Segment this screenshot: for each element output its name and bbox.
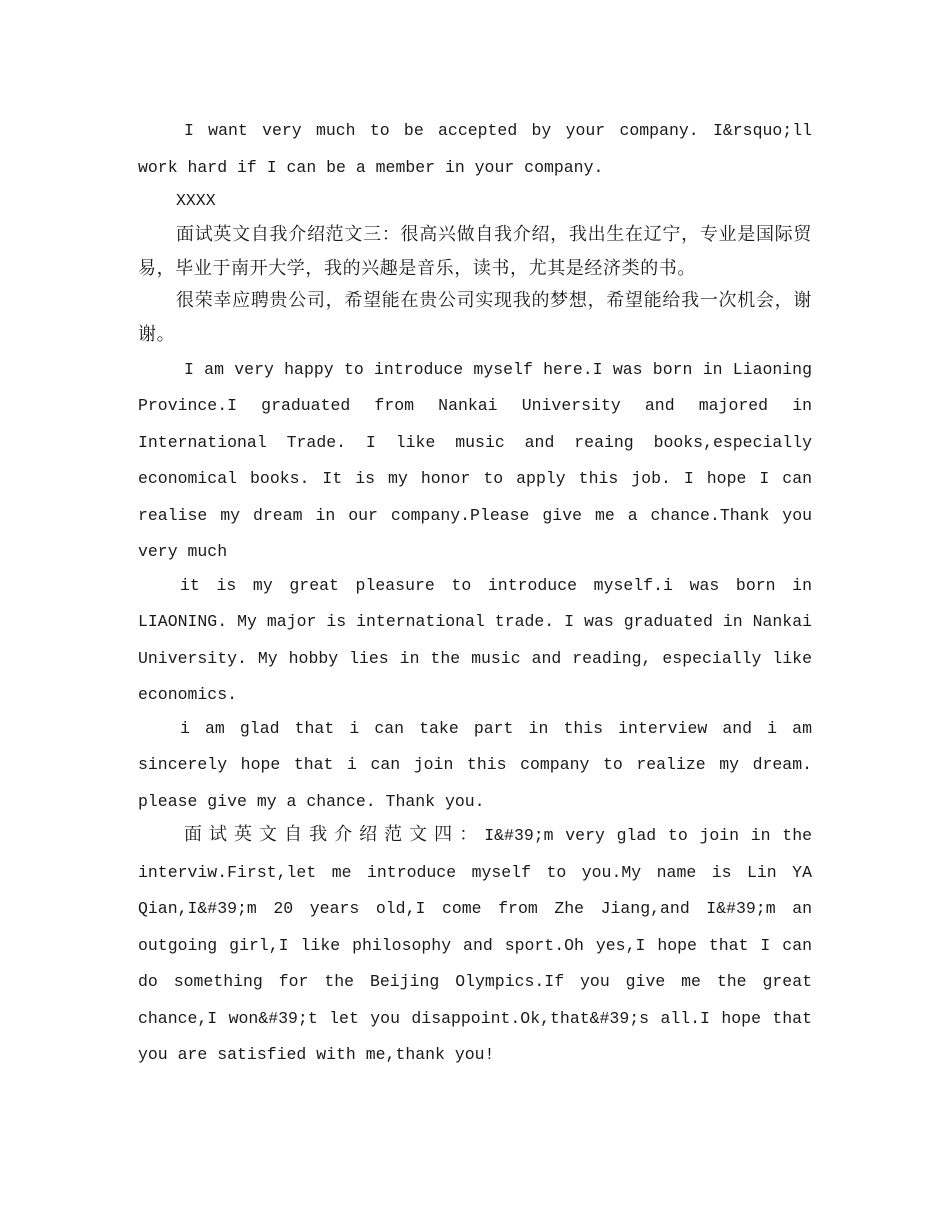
paragraph-thanks-cn: 很荣幸应聘贵公司，希望能在贵公司实现我的梦想，希望能给我一次机会，谢谢。 (138, 289, 812, 345)
paragraph-sample-four (138, 817, 812, 1074)
paragraph-glad-interview: i am glad that i can take part in this interview and i am sincerely hope that i can join this company to realize my dream. please give my a chance. Thank you. (138, 718, 812, 811)
sample-four-text: I&#39;m very glad to join in the interviw.First,let me introduce myself to you.My name is Lin YA Qian,I&#39;m 20 years old,I come from Zhe Jiang,and I&#39;m an outgoing girl,I like philosophy and sport.Oh yes,I hope that I can do something for the Beijing Olympics.If you give me the great chance,I won&#39;t let you disappoint.Ok,that&#39;s all.I hope that you are satisfied with me,thank you! (138, 826, 812, 1064)
paragraph-signature: XXXX (176, 191, 216, 210)
paragraph-accepted-by-company: I want very much to be accepted by your company. I&rsquo;ll work hard if I can be a member in your company. (138, 121, 812, 177)
paragraph-introduce-myself-here: I am very happy to introduce myself here.I was born in Liaoning Province.I graduated from Nankai University and majored in International Trade. I like music and reaing books,especially economical books. It is my honor to apply this job. I hope I can realise my dream in our company.Please give me a chance.Thank you very much (138, 359, 812, 561)
paragraph-sample-three-cn: 面试英文自我介绍范文三：很高兴做自我介绍，我出生在辽宁，专业是国际贸易，毕业于南开大学，我的兴趣是音乐，读书，尤其是经济类的书。 (138, 223, 812, 279)
sample-four-heading: 面试英文自我介绍范文四： (184, 824, 485, 845)
paragraph-great-pleasure: it is my great pleasure to introduce myself.i was born in LIAONING. My major is international trade. I was graduated in Nankai University. My hobby lies in the music and reading, especially like economics. (138, 575, 812, 704)
document-body (138, 113, 812, 1074)
